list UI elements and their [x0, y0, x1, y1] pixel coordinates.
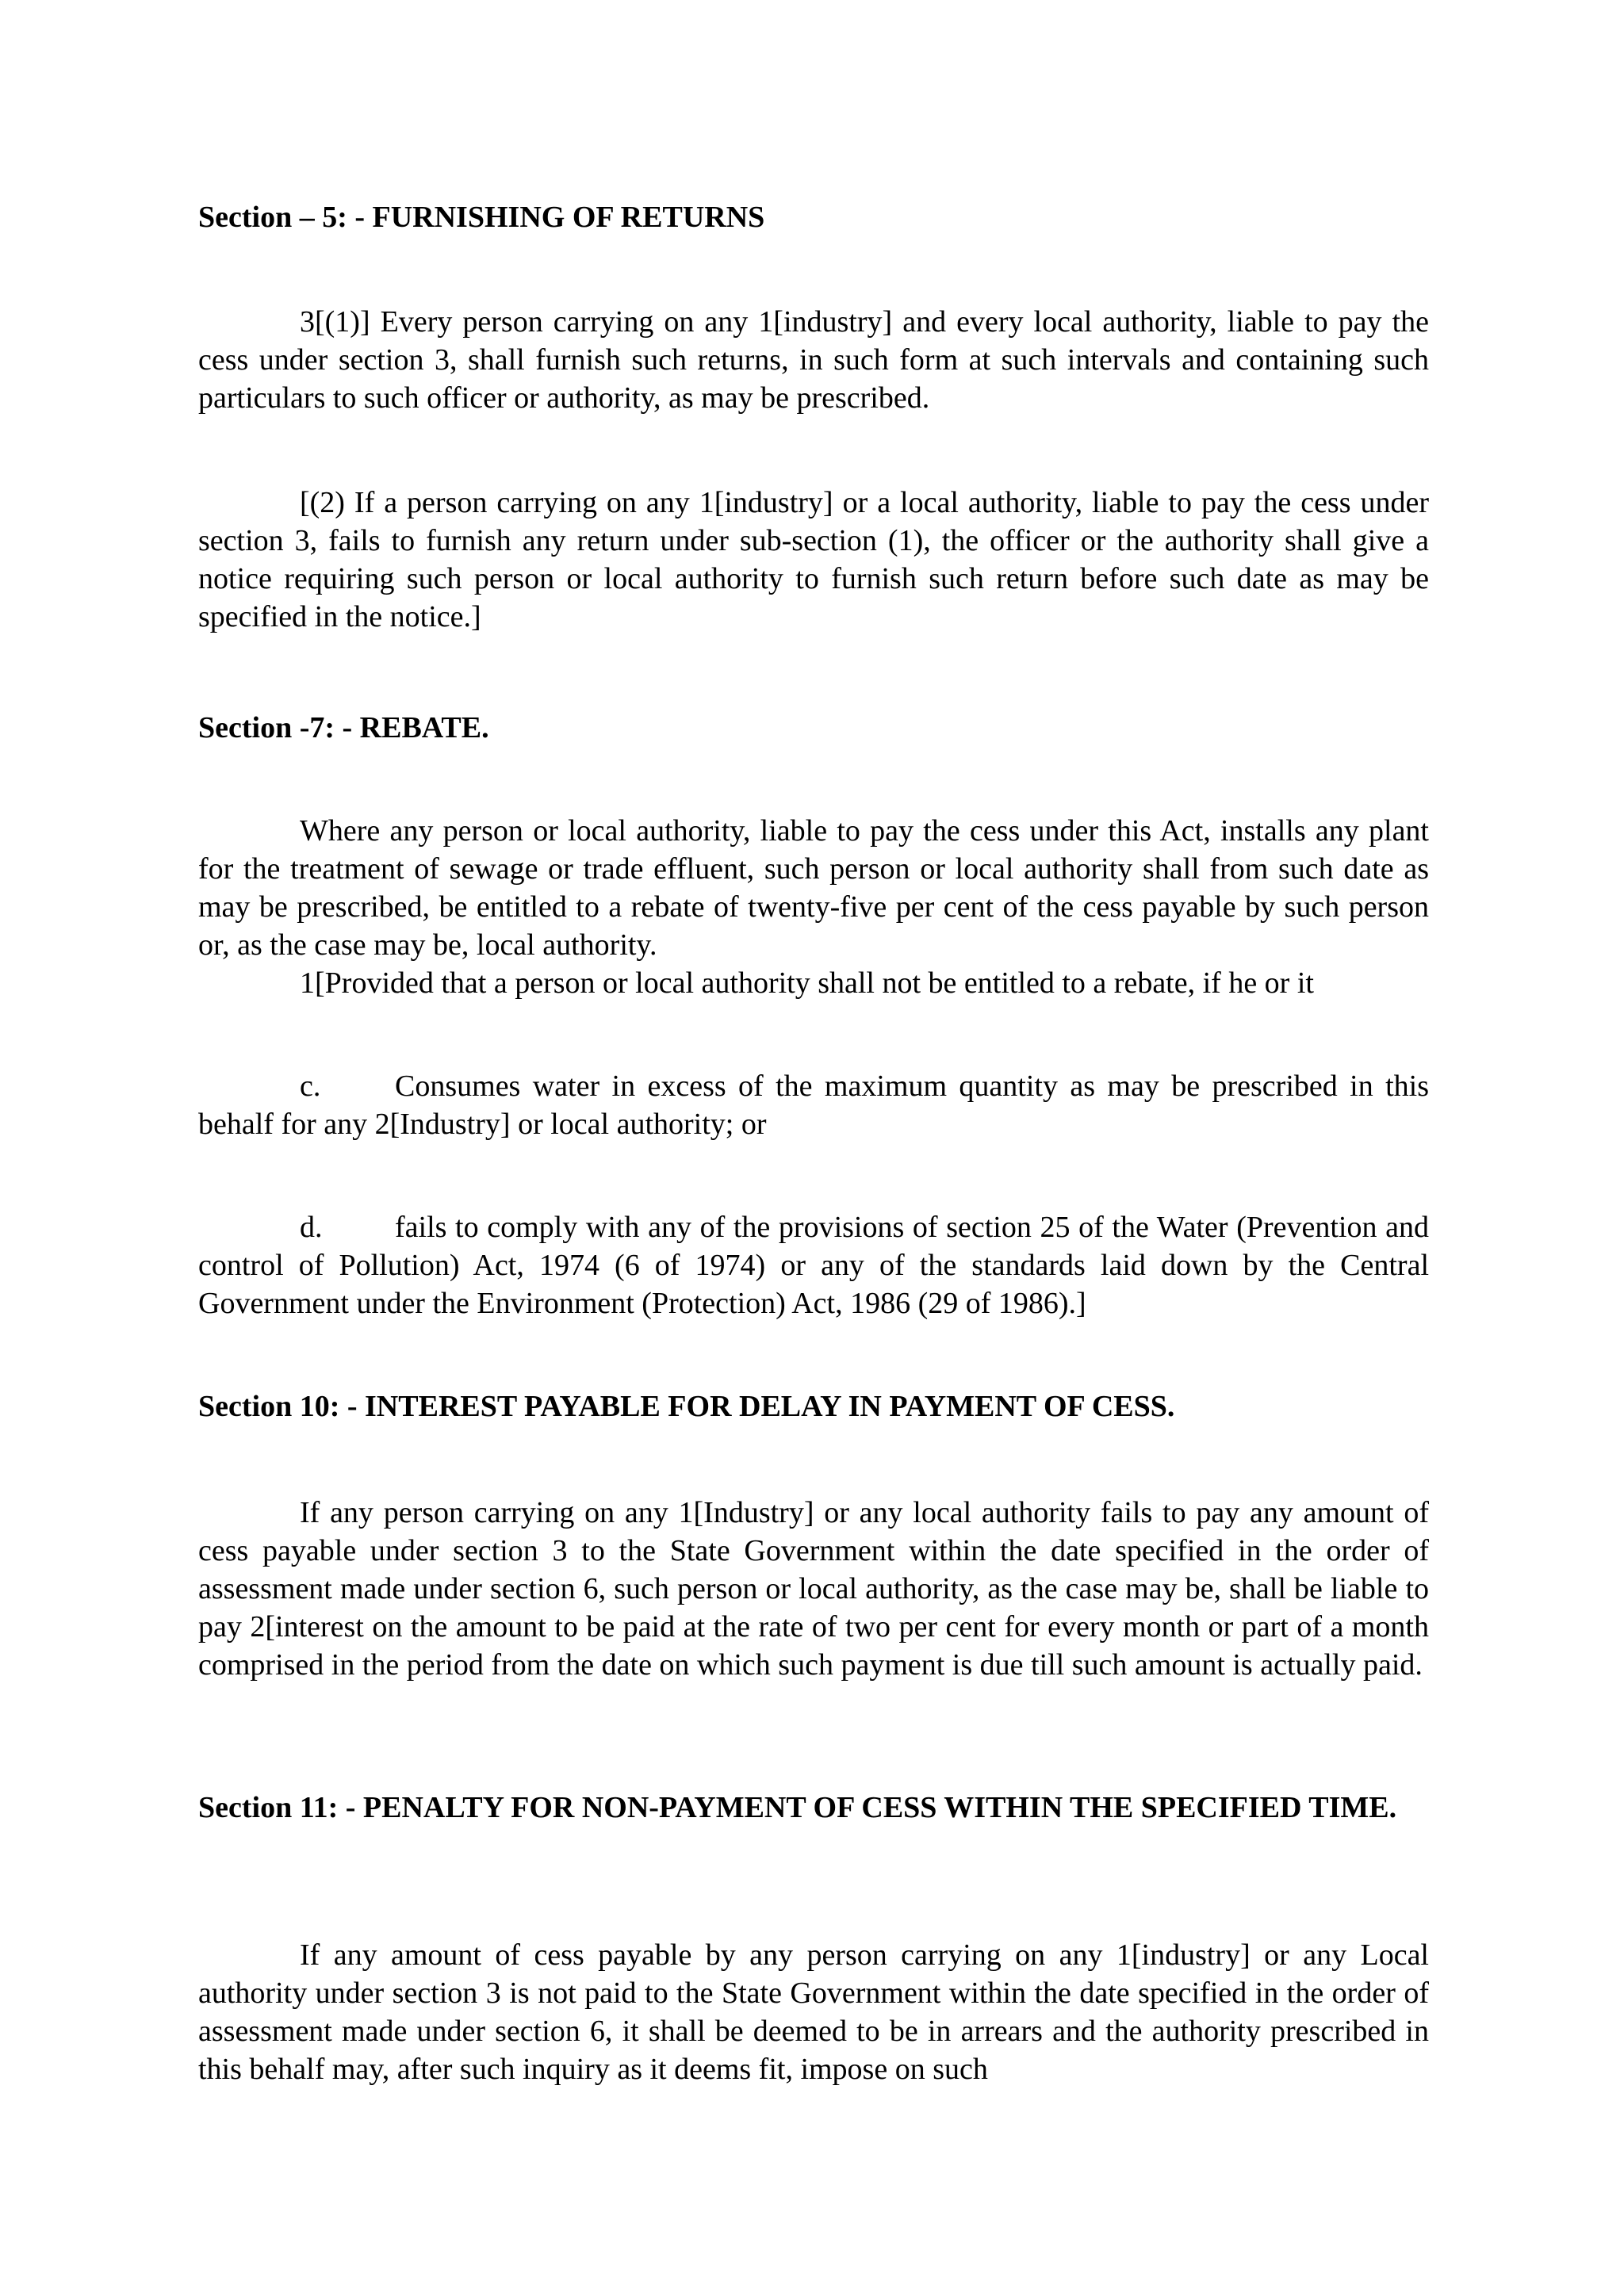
section-7-list-item-d	[198, 1208, 1429, 1322]
section-7-paragraph-1: Where any person or local authority, liable to pay the cess under this Act, installs any plant for the treatment of sewage or trade effluent, such person or local authority shall from such date as may be prescribed, be entitled to a rebate of twenty-five per cent of the cess payable by such person or, as the case may be, local authority.	[198, 814, 1429, 962]
list-item-text: fails to comply with any of the provisions of section 25 of the Water (Prevention and control of Pollution) Act, 1974 (6 of 1974) or any of the standards laid down by the Central Government under the Environment (Protection) Act, 1986 (29 of 1986).]	[198, 1211, 1429, 1320]
section-11-heading: Section 11: - PENALTY FOR NON-PAYMENT OF CESS WITHIN THE SPECIFIED TIME.	[198, 1791, 1397, 1824]
section-7-heading: Section -7: - REBATE.	[198, 711, 489, 744]
section-7-list-item-c	[198, 1067, 1429, 1143]
document-page	[198, 0, 1429, 2296]
section-7-proviso: 1[Provided that a person or local authority shall not be entitled to a rebate, if he or it	[300, 966, 1314, 1000]
section-5-heading: Section – 5: - FURNISHING OF RETURNS	[198, 201, 765, 234]
section-10-heading: Section 10: - INTEREST PAYABLE FOR DELAY IN PAYMENT OF CESS.	[198, 1390, 1175, 1423]
list-item-marker: d.	[300, 1211, 323, 1244]
section-11-paragraph-1: If any amount of cess payable by any person carrying on any 1[industry] or any Local authority under section 3 is not paid to the State Government within the date specified in the order of assessment made under section 6, it shall be deemed to be in arrears and the authority prescribed in this behalf may, after such inquiry as it deems fit, impose on such	[198, 1938, 1429, 2086]
list-item-text: Consumes water in excess of the maximum quantity as may be prescribed in this behalf for any 2[Industry] or local authority; or	[198, 1070, 1429, 1141]
section-5-paragraph-1: 3[(1)] Every person carrying on any 1[industry] and every local authority, liable to pay the cess under section 3, shall furnish such returns, in such form at such intervals and containing such particulars to such officer or authority, as may be prescribed.	[198, 305, 1429, 415]
section-5-paragraph-2: [(2) If a person carrying on any 1[industry] or a local authority, liable to pay the cess under section 3, fails to furnish any return under sub-section (1), the officer or the authority shall give a notice requiring such person or local authority to furnish such return before such date as may be specified in the notice.]	[198, 486, 1429, 633]
section-10-paragraph-1: If any person carrying on any 1[Industry] or any local authority fails to pay any amount of cess payable under section 3 to the State Government within the date specified in the order of assessment made under section 6, such person or local authority, as the case may be, shall be liable to pay 2[interest on the amount to be paid at the rate of two per cent for every month or part of a month comprised in the period from the date on which such payment is due till such amount is actually paid.	[198, 1496, 1429, 1682]
list-item-marker: c.	[300, 1070, 321, 1103]
